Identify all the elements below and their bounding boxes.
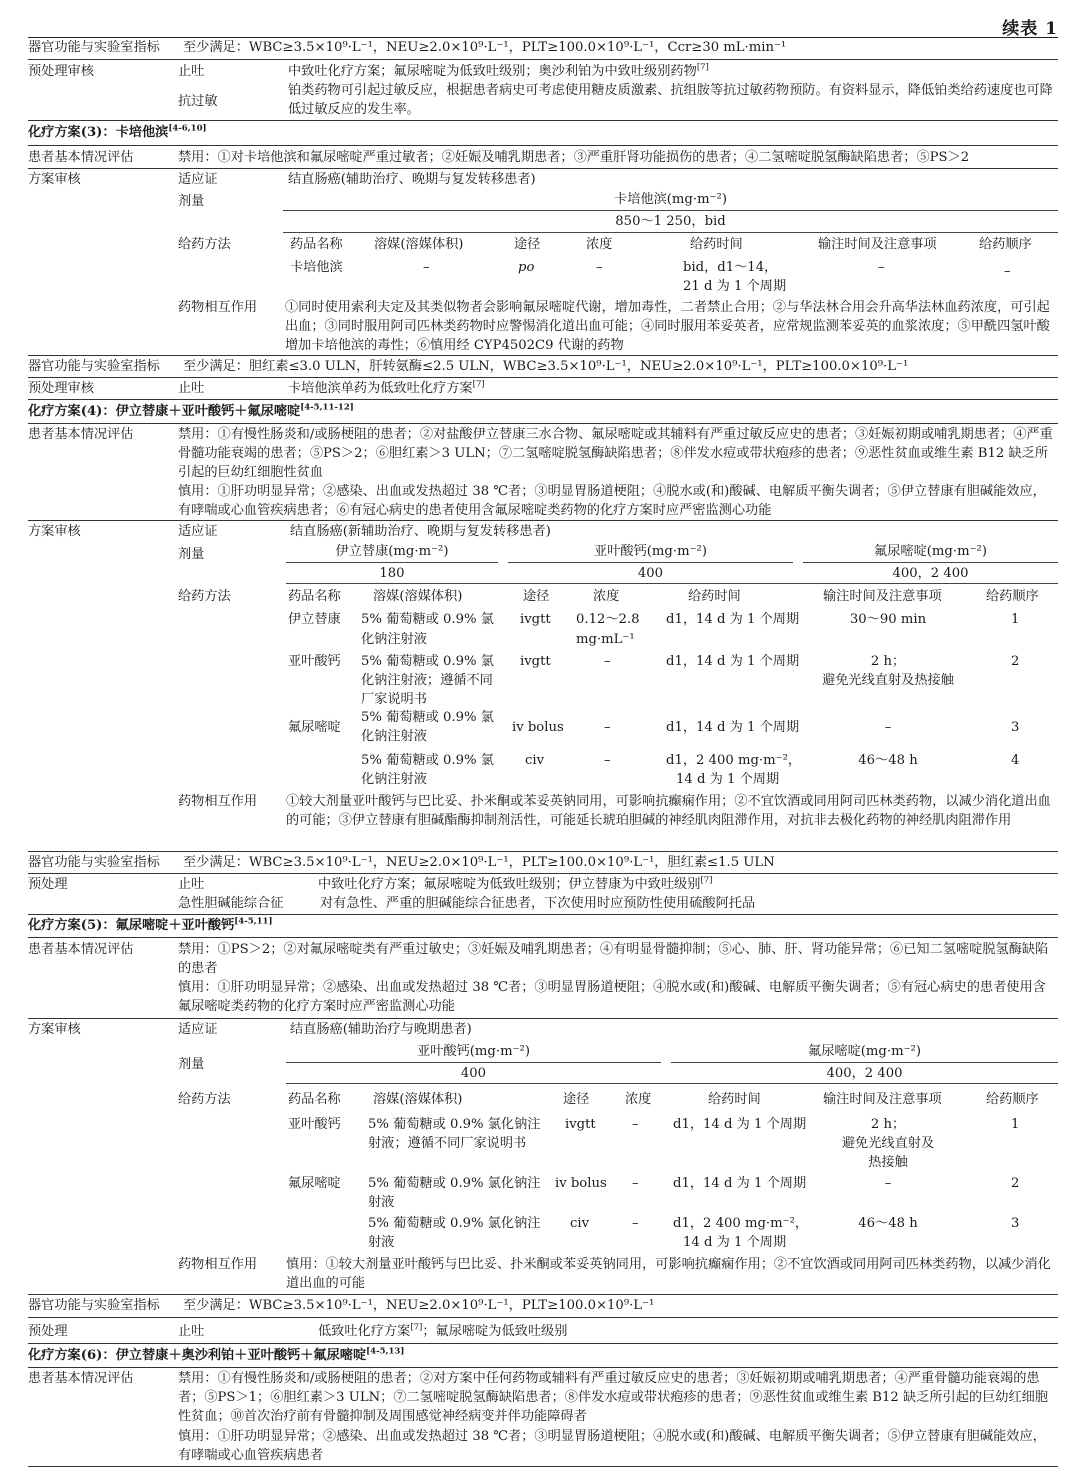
section-title: 化疗方案(6)：伊立替康＋奥沙利铂＋亚叶酸钙＋氟尿嘧啶[4-5,13] — [28, 1346, 405, 1363]
cell-order: 4 — [1011, 753, 1020, 768]
cell-route: ivgtt — [565, 1117, 596, 1132]
cell-time: d1，2 400 mg·m⁻²， — [666, 753, 802, 768]
organ-label: 器官功能与实验室指标 — [28, 359, 160, 374]
cell-solvent: 5% 葡萄糖或 0.9% 氯 — [361, 612, 494, 627]
dose-label: 剂量 — [178, 1057, 205, 1072]
cell-infusion: – — [878, 260, 885, 275]
cell-time: d1，14 d 为 1 个周期 — [666, 612, 800, 627]
cell-infusion: 2 h； — [870, 654, 906, 669]
plan-label: 方案审核 — [28, 524, 81, 539]
cell-solvent: 5% 葡萄糖或 0.9% 氯 — [361, 710, 494, 725]
cell-route: ivgtt — [520, 612, 551, 627]
cell-drug: 亚叶酸钙 — [288, 1117, 341, 1132]
cell-order: 1 — [1011, 1117, 1020, 1132]
col-drug: 药品名称 — [290, 237, 343, 252]
caution-text: 慎用：①肝功明显异常；②感染、出血或发热超过 38 ℃者；③明显胃肠道梗阻；④脱水或(和)酸碱、电解质平衡失调者；⑤伊立替康有胆碱能效应，有哮喘或心血管疾病患者 — [178, 1429, 1046, 1463]
caution-text: 慎用：①肝功明显异常；②感染、出血或发热超过 38 ℃者；③明显胃肠道梗阻；④脱水或(和)酸碱、电解质平衡失调者；⑤伊立替康有胆碱能效应，有哮喘或心血管疾病患者；⑥有冠心病史的患者使用含氟尿嘧啶类药物的化疗方案时应严密监测心功能 — [178, 484, 1046, 518]
col-infusion: 输注时间及注意事项 — [818, 237, 937, 252]
col-conc: 浓度 — [625, 1092, 652, 1107]
cell-route: iv bolus — [512, 720, 564, 735]
cell-conc: – — [604, 720, 611, 735]
col-solvent: 溶媒(溶媒体积) — [373, 589, 463, 604]
cell-drug: 氟尿嘧啶 — [288, 720, 341, 735]
cell-time: d1，14 d 为 1 个周期 — [666, 720, 800, 735]
cell-route: ivgtt — [520, 654, 551, 669]
indication-text: 结直肠癌(辅助治疗、晚期与复发转移患者) — [288, 172, 536, 187]
cell-solvent: 5% 葡萄糖或 0.9% 氯化钠注 — [368, 1176, 541, 1191]
cell-route: iv bolus — [555, 1176, 607, 1191]
indication-text: 结直肠癌(辅助治疗与晚期患者) — [290, 1022, 472, 1037]
dose-value: 400，2 400 — [892, 566, 969, 581]
organ-text: 至少满足：胆红素≤3.0 ULN，肝转氨酶≤2.5 ULN，WBC≥3.5×10⁹·L⁻¹，NEU≥2.0×10⁹·L⁻¹，PLT≥100.0×10⁹·L⁻¹ — [183, 359, 909, 374]
cell-time: 14 d 为 1 个周期 — [683, 1235, 787, 1250]
cell-solvent: 射液 — [368, 1195, 395, 1210]
cell-infusion: 避免光线直射及 — [841, 1136, 935, 1151]
pre-label: 预处理审核 — [28, 64, 94, 79]
document-page — [28, 0, 1058, 1482]
dose-value: 850～1 250，bid — [615, 214, 726, 229]
patient-label: 患者基本情况评估 — [28, 150, 134, 165]
plan-label: 方案审核 — [28, 172, 81, 187]
antiemetic-text: 卡培他滨单药为低致吐化疗方案[7] — [288, 379, 485, 396]
col-time: 给药时间 — [708, 1092, 761, 1107]
col-drug: 药品名称 — [288, 589, 341, 604]
cell-solvent: 化钠注射液 — [361, 729, 427, 744]
section-title: 化疗方案(3)：卡培他滨[4-6,10] — [28, 123, 207, 140]
antiemetic-text: 中致吐化疗方案；氟尿嘧啶为低致吐级别；伊立替康为中致吐级别[7] — [318, 875, 713, 892]
cell-solvent: 5% 葡萄糖或 0.9% 氯化钠注 — [368, 1117, 541, 1132]
col-conc: 浓度 — [586, 237, 613, 252]
cell-infusion: – — [884, 1176, 892, 1191]
cell-order: 1 — [1011, 612, 1020, 627]
interaction-label: 药物相互作用 — [178, 300, 258, 315]
dose-value: 400 — [637, 566, 664, 581]
antiemetic-label: 止吐 — [178, 877, 205, 892]
cell-order: 3 — [1011, 1216, 1020, 1231]
col-drug: 药品名称 — [288, 1092, 341, 1107]
cell-solvent: 化钠注射液；遵循不同 — [361, 673, 493, 688]
cell-conc: – — [604, 753, 611, 768]
patient-label: 患者基本情况评估 — [28, 427, 134, 442]
col-route: 途径 — [523, 589, 550, 604]
admin-label: 给药方法 — [178, 237, 231, 252]
pre-label: 预处理 — [28, 877, 68, 892]
interaction-text: 慎用：①较大剂量亚叶酸钙与巴比妥、扑米酮或苯妥英钠同用，可影响抗癫痫作用；②不宜饮酒或同用阿司匹林类药物，以减少消化道出血的可能 — [286, 1257, 1051, 1291]
col-time: 给药时间 — [688, 589, 741, 604]
col-route: 途径 — [514, 237, 541, 252]
col-order: 给药顺序 — [986, 589, 1039, 604]
cell-conc: – — [632, 1216, 639, 1231]
section-title: 化疗方案(5)：氟尿嘧啶＋亚叶酸钙[4-5,11] — [28, 916, 273, 933]
cell-order: 2 — [1011, 654, 1020, 669]
cell-infusion: 热接触 — [868, 1155, 908, 1170]
cell-conc: – — [596, 260, 603, 275]
cell-drug: 卡培他滨 — [290, 260, 343, 275]
cell-order: 3 — [1011, 720, 1020, 735]
admin-label: 给药方法 — [178, 589, 231, 604]
cell-order: – — [1004, 264, 1011, 279]
cholinergic-text: 对有急性、严重的胆碱能综合征患者，下次使用时应预防性使用硫酸阿托品 — [320, 896, 756, 911]
indication-label: 适应证 — [178, 524, 218, 539]
patient-label: 患者基本情况评估 — [28, 942, 134, 957]
cell-time: d1，14 d 为 1 个周期 — [673, 1176, 807, 1191]
cell-infusion: 2 h； — [870, 1117, 906, 1132]
dose-value: 400 — [460, 1066, 487, 1081]
col-solvent: 溶媒(溶媒体积) — [373, 1092, 463, 1107]
cell-solvent: 化钠注射液 — [361, 772, 427, 787]
interaction-text: ①较大剂量亚叶酸钙与巴比妥、扑米酮或苯妥英钠同用，可影响抗癫痫作用；②不宜饮酒或同用阿司匹林类药物，以减少消化道出血的可能；③伊立替康有胆碱酯酶抑制剂活性，可能延长琥珀胆碱的神经肌肉阻滞作用，对抗非去极化药物的神经肌肉阻滞作用 — [286, 794, 1051, 828]
antiallergy-text: 铂类药物可引起过敏反应，根据患者病史可考虑使用糖皮质激素、抗组胺等抗过敏药物预防。有资料显示，降低铂类给药速度也可降低过敏反应的发生率。 — [288, 83, 1053, 117]
cell-time: 14 d 为 1 个周期 — [676, 772, 780, 787]
cell-conc: 0.12～2.8 — [576, 612, 640, 627]
cell-drug: 伊立替康 — [288, 612, 341, 627]
patient-label: 患者基本情况评估 — [28, 1371, 134, 1386]
dose-value: 400，2 400 — [826, 1066, 903, 1081]
organ-label: 器官功能与实验室指标 — [28, 40, 160, 55]
cell-conc: – — [632, 1117, 639, 1132]
cell-infusion: 避免光线直射及热接触 — [822, 673, 954, 688]
col-time: 给药时间 — [690, 237, 743, 252]
contra-text: 禁用：①有慢性肠炎和/或肠梗阻的患者；②对盐酸伊立替康三水合物、氟尿嘧啶或其辅料有严重过敏反应史的患者；③妊娠初期或哺乳期患者；④严重骨髓功能衰竭的患者；⑤PS＞2；⑥胆红素＞3 ULN；⑦二氢嘧啶脱氢酶缺陷患者；⑧伴发水痘或带状疱疹的患者；⑨恶性贫血或维生素 B12 缺乏所引起的巨幼红细胞性贫血 — [178, 427, 1053, 480]
cell-time: d1，14 d 为 1 个周期 — [673, 1117, 807, 1132]
cell-time: 21 d 为 1 个周期 — [683, 279, 787, 294]
cell-time: d1，14 d 为 1 个周期 — [666, 654, 800, 669]
interaction-text: ①同时使用索利夫定及其类似物者会影响氟尿嘧啶代谢，增加毒性，二者禁止合用；②与华法林合用会升高华法林血药浓度，可引起出血；③同时服用阿司匹林类药物时应警惕消化道出血可能；④同时服用苯妥英者，应常规监测苯妥英的血浆浓度；⑤甲酰四氢叶酸增加卡培他滨的毒性；⑥慎用经 CYP4502C9 代谢的药物 — [285, 300, 1050, 353]
cell-solvent: – — [423, 260, 430, 275]
cell-solvent: 射液 — [368, 1235, 395, 1250]
cell-solvent: 5% 葡萄糖或 0.9% 氯 — [361, 753, 494, 768]
col-route: 途径 — [563, 1092, 590, 1107]
organ-text: 至少满足：WBC≥3.5×10⁹·L⁻¹，NEU≥2.0×10⁹·L⁻¹，PLT≥100.0×10⁹·L⁻¹，Ccr≥30 mL·min⁻¹ — [183, 40, 787, 55]
organ-text: 至少满足：WBC≥3.5×10⁹·L⁻¹，NEU≥2.0×10⁹·L⁻¹，PLT≥100.0×10⁹·L⁻¹ — [183, 1298, 655, 1313]
organ-label: 器官功能与实验室指标 — [28, 855, 160, 870]
antiemetic-label: 止吐 — [178, 381, 205, 396]
indication-label: 适应证 — [178, 1022, 218, 1037]
col-solvent: 溶媒(溶媒体积) — [374, 237, 464, 252]
dose-label: 剂量 — [178, 194, 205, 209]
cell-route: civ — [570, 1216, 590, 1231]
interaction-label: 药物相互作用 — [178, 1257, 258, 1272]
dose-value: 180 — [379, 566, 405, 581]
organ-label: 器官功能与实验室指标 — [28, 1298, 160, 1313]
interaction-label: 药物相互作用 — [178, 794, 258, 809]
cell-time: bid，d1～14， — [683, 260, 778, 275]
cell-drug: 亚叶酸钙 — [288, 654, 341, 669]
section-title: 化疗方案(4)：伊立替康＋亚叶酸钙＋氟尿嘧啶[4-5,11-12] — [28, 402, 354, 419]
cell-solvent: 化钠注射液 — [361, 632, 427, 647]
cell-infusion: 46～48 h — [858, 1216, 918, 1231]
indication-text: 结直肠癌(新辅助治疗、晚期与复发转移患者) — [290, 524, 551, 539]
cell-solvent: 厂家说明书 — [361, 692, 427, 707]
contra-text: 禁用：①有慢性肠炎和/或肠梗阻的患者；②对方案中任何药物或辅料有严重过敏反应史的患者；③妊娠初期或哺乳期患者；④严重骨髓功能衰竭的患者；⑤PS＞1；⑥胆红素＞3 ULN；⑦二氢嘧啶脱氢酶缺陷患者；⑧伴发水痘或带状疱疹的患者；⑨恶性贫血或维生素 B12 缺乏所引起的巨幼红细胞性贫血；⑩首次治疗前有骨髓抑制及周围感觉神经病变并伴功能障碍者 — [178, 1371, 1049, 1424]
cell-time: d1，2 400 mg·m⁻²， — [673, 1216, 809, 1231]
cell-order: 2 — [1011, 1176, 1020, 1191]
cell-route: civ — [525, 753, 545, 768]
cell-conc: – — [604, 654, 611, 669]
plan-label: 方案审核 — [28, 1022, 81, 1037]
dose-drug: 伊立替康(mg·m⁻²) — [335, 544, 449, 559]
cell-infusion: 30～90 min — [849, 612, 927, 627]
cell-infusion: 46～48 h — [858, 753, 918, 768]
dose-drug: 卡培他滨(mg·m⁻²) — [614, 192, 727, 207]
indication-label: 适应证 — [178, 172, 218, 187]
cell-solvent: 5% 葡萄糖或 0.9% 氯化钠注 — [368, 1216, 541, 1231]
col-conc: 浓度 — [593, 589, 620, 604]
antiemetic-text: 低致吐化疗方案[7]；氟尿嘧啶为低致吐级别 — [318, 1322, 568, 1339]
patient-text: 禁用：①对卡培他滨和氟尿嘧啶严重过敏者；②妊娠及哺乳期患者；③严重肝肾功能损伤的患者；④二氢嘧啶脱氢酶缺陷患者；⑤PS＞2 — [178, 150, 970, 165]
cell-solvent: 5% 葡萄糖或 0.9% 氯 — [361, 654, 494, 669]
pre-label: 预处理 — [28, 1324, 68, 1339]
dose-drug: 亚叶酸钙(mg·m⁻²) — [594, 544, 707, 559]
contra-text: 禁用：①PS＞2；②对氟尿嘧啶类有严重过敏史；③妊娠及哺乳期患者；④有明显骨髓抑制；⑤心、肺、肝、肾功能异常；⑥已知二氢嘧啶脱氢酶缺陷的患者 — [178, 942, 1049, 976]
col-order: 给药顺序 — [979, 237, 1032, 252]
continued-label: 续表 1 — [1002, 19, 1058, 39]
dose-drug: 氟尿嘧啶(mg·m⁻²) — [808, 1044, 921, 1059]
dose-label: 剂量 — [178, 547, 205, 562]
antiemetic-text: 中致吐化疗方案；氟尿嘧啶为低致吐级别；奥沙利铂为中致吐级别药物[7] — [288, 62, 709, 79]
organ-text: 至少满足：WBC≥3.5×10⁹·L⁻¹，NEU≥2.0×10⁹·L⁻¹，PLT≥100.0×10⁹·L⁻¹，胆红素≤1.5 ULN — [183, 855, 775, 870]
cell-conc: – — [632, 1176, 639, 1191]
antiemetic-label: 止吐 — [178, 64, 205, 79]
caution-text: 慎用：①肝功明显异常；②感染、出血或发热超过 38 ℃者；③明显胃肠道梗阻；④脱水或(和)酸碱、电解质平衡失调者；⑤有冠心病史的患者使用含氟尿嘧啶类药物的化疗方案时应严密监测心功能 — [178, 980, 1046, 1014]
col-infusion: 输注时间及注意事项 — [823, 589, 942, 604]
cell-conc: mg·mL⁻¹ — [576, 632, 635, 647]
cell-solvent: 射液；遵循不同厂家说明书 — [368, 1136, 527, 1151]
pre-label: 预处理审核 — [28, 381, 94, 396]
cell-drug: 氟尿嘧啶 — [288, 1176, 341, 1191]
col-infusion: 输注时间及注意事项 — [823, 1092, 942, 1107]
cell-route: po — [518, 260, 535, 275]
admin-label: 给药方法 — [178, 1092, 231, 1107]
antiallergy-label: 抗过敏 — [178, 94, 218, 109]
antiemetic-label: 止吐 — [178, 1324, 205, 1339]
cell-infusion: – — [884, 720, 892, 735]
cholinergic-label: 急性胆碱能综合征 — [178, 896, 284, 911]
dose-drug: 氟尿嘧啶(mg·m⁻²) — [874, 544, 987, 559]
dose-drug: 亚叶酸钙(mg·m⁻²) — [417, 1044, 530, 1059]
col-order: 给药顺序 — [986, 1092, 1039, 1107]
